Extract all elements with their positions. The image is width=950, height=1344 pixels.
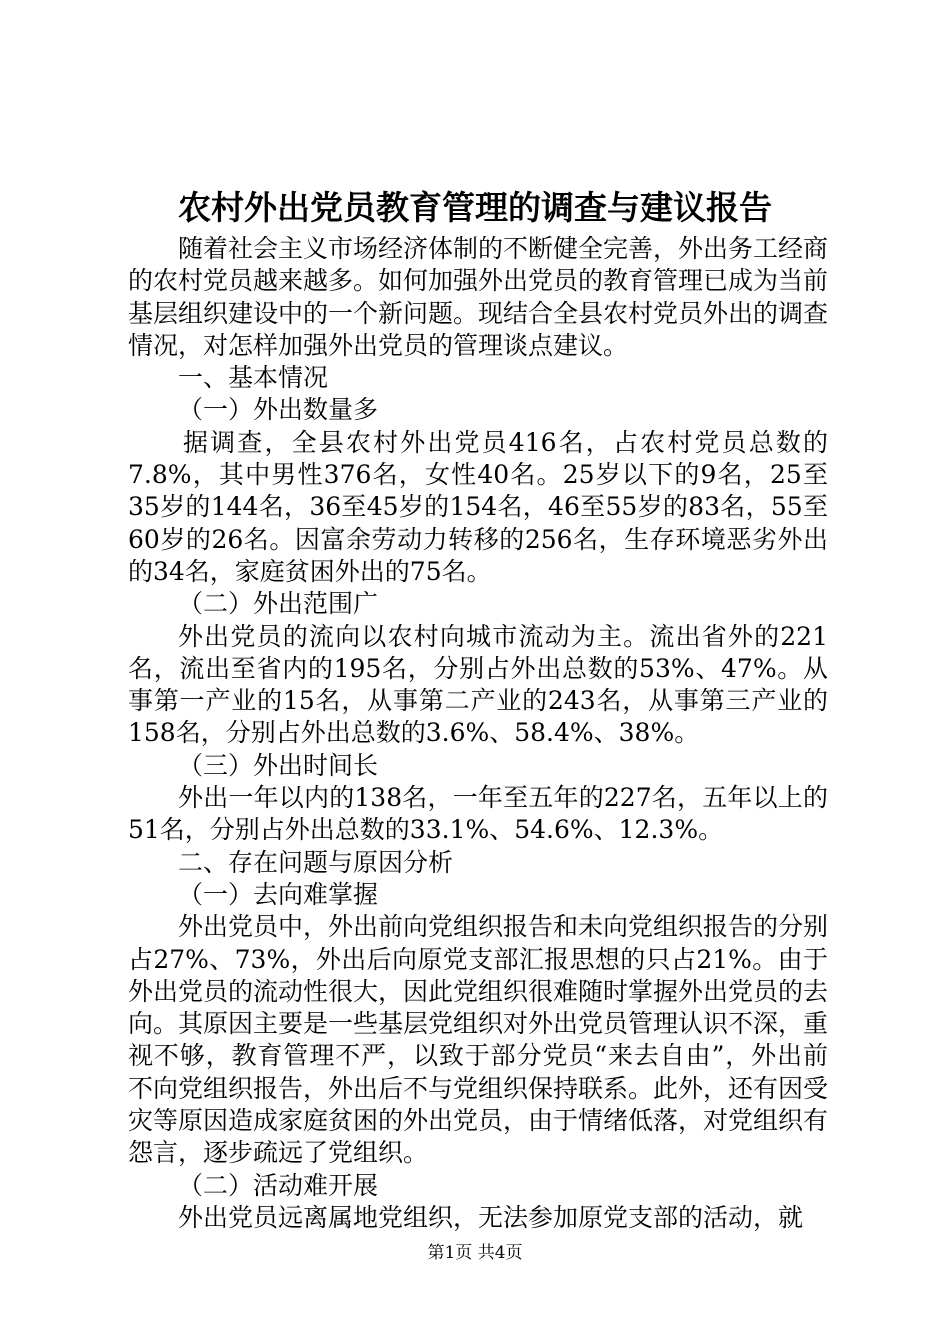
paragraph-survey-stats: 据调查，全县农村外出党员416名，占农村党员总数的7.8%，其中男性376名，女性40名。25岁以下的9名，25至35岁的144名，36至45岁的154名，46至55岁的83名，55至60岁的26名。因富余劳动力转移的256名，生存环境恶劣外出的34名，家庭贫困外出的75名。 (128, 427, 828, 586)
heading-problems: 二、存在问题与原因分析 (178, 847, 454, 877)
subheading-duration: （三）外出时间长 (178, 750, 379, 780)
page-footer: 第1页 共4页 (427, 1243, 523, 1263)
document-title: 农村外出党员教育管理的调查与建议报告 (178, 188, 772, 227)
paragraph-flow-direction: 外出党员的流向以农村向城市流动为主。流出省外的221名，流出至省内的195名，分别占外出总数的53%、47%。从事第一产业的15名，从事第二产业的243名，从事第三产业的158名，分别占外出总数的3.6%、58.4%、38%。 (128, 621, 828, 748)
subheading-quantity: （一）外出数量多 (178, 395, 379, 425)
subheading-activities: （二）活动难开展 (178, 1170, 379, 1200)
subheading-range: （二）外出范围广 (178, 589, 379, 619)
paragraph-duration-stats: 外出一年以内的138名，一年至五年的227名，五年以上的51名，分别占外出总数的33.1%、54.6%、12.3%。 (128, 783, 828, 845)
subheading-whereabouts: （一）去向难掌握 (178, 879, 379, 909)
document-body (128, 233, 828, 1234)
heading-basic-situation: 一、基本情况 (178, 363, 329, 393)
paragraph-whereabouts: 外出党员中，外出前向党组织报告和未向党组织报告的分别占27%、73%，外出后向原党支部汇报思想的只占21%。由于外出党员的流动性很大，因此党组织很难随时掌握外出党员的去向。其原因主要是一些基层党组织对外出党员管理认识不深，重视不够，教育管理不严，以致于部分党员“来去自由”，外出前不向党组织报告，外出后不与党组织保持联系。此外，还有因受灾等原因造成家庭贫困的外出党员，由于情绪低落，对党组织有怨言，逐步疏远了党组织。 (128, 912, 829, 1168)
paragraph-intro: 随着社会主义市场经济体制的不断健全完善，外出务工经商的农村党员越来越多。如何加强外出党员的教育管理已成为当前基层组织建设中的一个新问题。现结合全县农村党员外出的调查情况，对怎样加强外出党员的管理谈点建议。 (128, 234, 829, 360)
paragraph-activities: 外出党员远离属地党组织，无法参加原党支部的活动，就 (178, 1202, 804, 1232)
